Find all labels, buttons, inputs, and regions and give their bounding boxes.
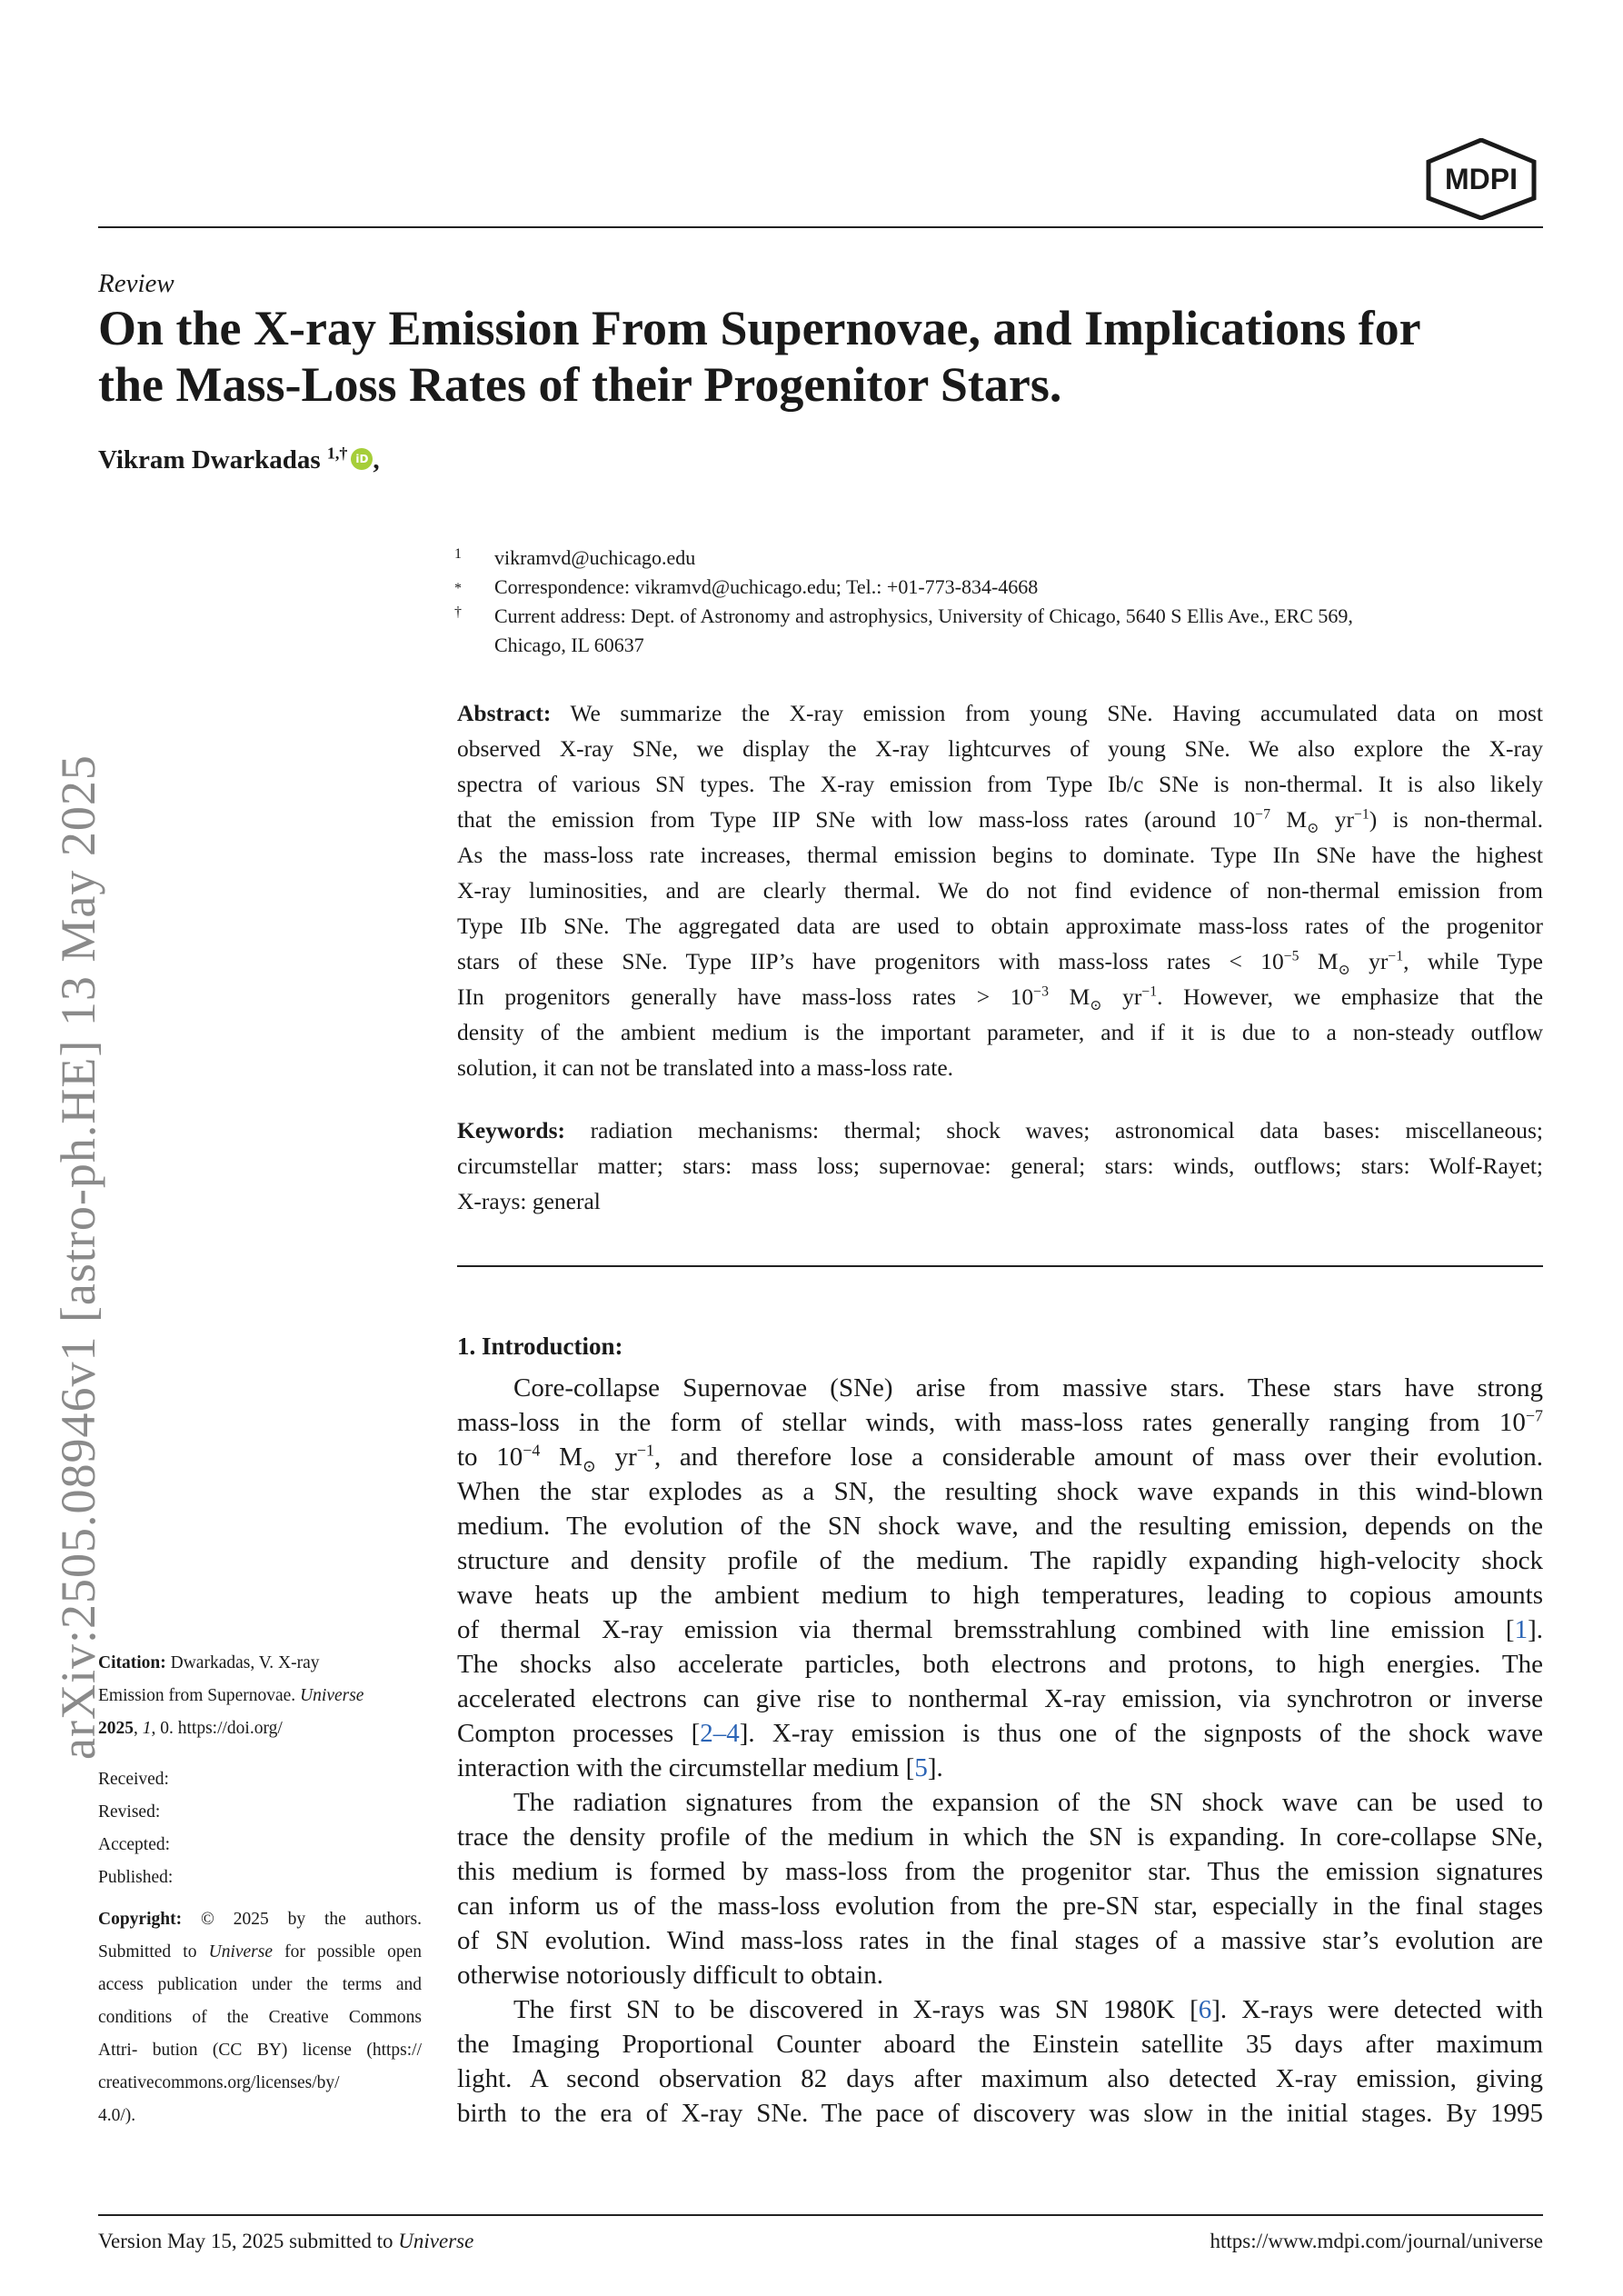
abstract-line: X-ray luminosities, and are clearly thermal. We do not find evidence of non-thermal emission from <box>457 877 1543 903</box>
title-line-2: the Mass-Loss Rates of their Progenitor Stars. <box>98 357 1062 412</box>
body-line: structure and density profile of the medium. The rapidly expanding high-velocity shock <box>457 1546 1543 1575</box>
body-line: Core-collapse Supernovae (SNe) arise from massive stars. These stars have strong <box>513 1373 1543 1403</box>
intro-paragraph-1 <box>457 1371 1543 1785</box>
body-line: light. A second observation 82 days after maximum also detected X-ray emission, giving <box>457 2064 1543 2093</box>
author-trailing-comma: , <box>373 445 380 474</box>
body-line: otherwise notoriously difficult to obtain. <box>457 1961 884 1990</box>
footer-journal-url[interactable]: https://www.mdpi.com/journal/universe <box>1210 2230 1543 2252</box>
body-line: When the star explodes as a SN, the resulting shock wave expands in this wind-blown <box>457 1477 1543 1506</box>
abstract-line: stars of these SNe. Type IIP’s have progenitors with mass-loss rates < $10^{-5}$ $M_⊙$ $yr^{-1}$, while Type <box>457 948 1544 979</box>
abstract-line: spectra of various SN types. The X-ray emission from Type Ib/c SNe is non-thermal. It is also likely <box>457 771 1543 797</box>
abstract-line: Type IIb SNe. The aggregated data are used to obtain approximate mass-loss rates of the progenitor <box>457 913 1543 939</box>
title-line-1: On the X-ray Emission From Supernovae, and Implications for <box>98 301 1421 355</box>
copyright-text: conditions of the Creative Commons <box>98 2008 422 2027</box>
abstract-line: We summarize the X-ray emission from young SNe. Having accumulated data on most <box>570 700 1544 726</box>
body-line: medium. The evolution of the SN shock wave, and the resulting emission, depends on the <box>457 1512 1543 1541</box>
body-line: interaction with the circumstellar medium [5]. <box>457 1753 943 1782</box>
copyright-text: © 2025 by the authors. <box>201 1910 423 1929</box>
body-line: The first SN to be discovered in X-rays was SN 1980K [6]. X-rays were detected with <box>513 1995 1543 2024</box>
received-label: Received: <box>98 1770 169 1789</box>
affiliation-text: Correspondence: vikramvd@uchicago.edu; Tel.: +01-773-834-4668 <box>494 575 1039 598</box>
affiliation-text: Chicago, IL 60637 <box>494 634 644 656</box>
abstract-line: IIn progenitors generally have mass-loss rates > $10^{-3}$ $M_⊙$ $yr^{-1}$. However, we emphasize that the <box>457 983 1544 1014</box>
abstract-label: Abstract: <box>457 700 552 726</box>
affiliation-text: Current address: Dept. of Astronomy and astrophysics, University of Chicago, 5640 S Ellis Ave., ERC 569, <box>494 604 1353 627</box>
intro-paragraph-2 <box>457 1785 1543 1992</box>
abstract-line: As the mass-loss rate increases, thermal emission begins to dominate. Type IIn SNe have the highest <box>457 842 1543 868</box>
body-line: birth to the era of X-ray SNe. The pace of discovery was slow in the initial stages. By 1995 <box>457 2099 1543 2128</box>
body-line: The shocks also accelerate particles, both electrons and protons, to high energies. The <box>457 1650 1543 1679</box>
affiliation-text: vikramvd@uchicago.edu <box>494 546 696 569</box>
logo-text: MDPI <box>1445 163 1518 195</box>
body-line: to $10^{-4}$ $M_⊙$ $yr^{-1}$, and therefore lose a considerable amount of mass over their evolution. <box>457 1441 1544 1475</box>
body-line: this medium is formed by mass-loss from the progenitor star. Thus the emission signatures <box>457 1857 1543 1886</box>
accepted-label: Accepted: <box>98 1835 171 1854</box>
copyright-link[interactable]: creativecommons.org/licenses/by/ <box>98 2073 340 2092</box>
body-line: wave heats up the ambient medium to high temperatures, leading to copious amounts <box>457 1581 1543 1610</box>
copyright-journal: Universe <box>208 1942 274 1962</box>
section-rule <box>457 1265 1543 1267</box>
citation-link[interactable]: 5 <box>914 1753 928 1782</box>
copyright-link[interactable]: 4.0/). <box>98 2106 136 2125</box>
abstract-line: solution, it can not be translated into a mass-loss rate. <box>457 1054 954 1081</box>
body-line: Compton processes [2–4]. X-ray emission is thus one of the signposts of the shock wave <box>457 1719 1543 1748</box>
citation-journal: Universe <box>300 1686 364 1705</box>
body-line: trace the density profile of the medium in which the SN is expanding. In core-collapse SNe, <box>457 1822 1543 1852</box>
citation-link[interactable]: 6 <box>1198 1995 1212 2024</box>
affiliation-mark: 1 <box>454 546 462 562</box>
copyright-text: Submitted to <box>98 1942 197 1962</box>
abstract <box>457 695 1543 1085</box>
abstract-line: density of the ambient medium is the important parameter, and if it is due to a non-steady outflow <box>457 1019 1543 1045</box>
body-line: accelerated electrons can give rise to nonthermal X-ray emission, via synchrotron or inverse <box>457 1684 1543 1713</box>
body-line: can inform us of the mass-loss evolution from the pre-SN star, especially in the final stages <box>457 1892 1543 1921</box>
copyright-text: for possible open <box>284 1942 423 1962</box>
keywords-line: X-rays: general <box>457 1188 601 1214</box>
author-affiliation-marks: 1,† <box>326 444 348 463</box>
body-line: of SN evolution. Wind mass-loss rates in the final stages of a massive star’s evolution are <box>457 1926 1543 1955</box>
abstract-line: observed X-ray SNe, we display the X-ray lightcurves of young SNe. We also explore the X-ray <box>457 735 1543 762</box>
paper-title <box>98 300 1552 413</box>
keywords-line: circumstellar matter; stars: mass loss; supernovae: general; stars: winds, outflows; stars: Wolf-Rayet; <box>457 1153 1543 1179</box>
body-line: of thermal X-ray emission via thermal bremsstrahlung combined with line emission [1]. <box>457 1615 1543 1644</box>
published-label: Published: <box>98 1868 174 1887</box>
citation-text: Dwarkadas, V. X-ray <box>170 1653 320 1672</box>
affiliation-mark: * <box>454 581 462 596</box>
citation-volume: 1 <box>142 1719 152 1738</box>
keywords-label: Keywords: <box>457 1117 565 1143</box>
body-line: The radiation signatures from the expansion of the SN shock wave can be used to <box>513 1788 1543 1817</box>
intro-paragraph-3 <box>457 1992 1543 2131</box>
abstract-line: that the emission from Type IIP SNe with low mass-loss rates (around $10^{-7}$ $M_⊙$ $yr^{-1}$) is non-thermal. <box>457 806 1544 837</box>
article-type: Review <box>98 269 174 298</box>
copyright-text[interactable]: Attri- bution (CC BY) license (https:// <box>98 2041 422 2060</box>
citation-doi[interactable]: , 0. https://doi.org/ <box>151 1719 283 1738</box>
keywords <box>457 1113 1543 1219</box>
revised-label: Revised: <box>98 1802 161 1822</box>
section-heading: 1. Introduction: <box>457 1333 623 1360</box>
header-rule <box>98 226 1543 228</box>
citation-label: Citation: <box>98 1653 166 1672</box>
body-line: the Imaging Proportional Counter aboard the Einstein satellite 35 days after maximum <box>457 2030 1543 2059</box>
footer-rule <box>98 2214 1543 2216</box>
author-name: Vikram Dwarkadas <box>98 445 321 474</box>
citation-link[interactable]: 1 <box>1514 1615 1528 1644</box>
citation-block: Citation: Dwarkadas, V. X-ray Emission from Supernovae. Universe 2025, 1, 0. https://doi.org/ <box>98 1653 364 1738</box>
citation-year: 2025 <box>98 1719 134 1738</box>
copyright-block <box>98 1903 422 2132</box>
orcid-icon[interactable]: iD <box>351 448 373 470</box>
keywords-line: radiation mechanisms: thermal; shock waves; astronomical data bases: miscellaneous; <box>590 1117 1544 1143</box>
affiliation-mark: † <box>454 604 462 620</box>
copyright-text: access publication under the terms and <box>98 1975 422 1994</box>
copyright-label: Copyright: <box>98 1910 183 1929</box>
mdpi-logo <box>1418 138 1545 220</box>
citation-text: Emission from Supernovae. <box>98 1686 296 1705</box>
arxiv-identifier[interactable]: arXiv:2505.08946v1 [astro-ph.HE] 13 May 2025 <box>51 754 105 1760</box>
citation-link[interactable]: 2–4 <box>700 1719 740 1748</box>
footer-version: Version May 15, 2025 submitted to Universe <box>98 2230 474 2252</box>
author-list <box>98 445 380 475</box>
footer-journal: Universe <box>398 2230 474 2252</box>
body-line: mass-loss in the form of stellar winds, with mass-loss rates generally ranging from $10^{-7}$ <box>457 1406 1543 1437</box>
